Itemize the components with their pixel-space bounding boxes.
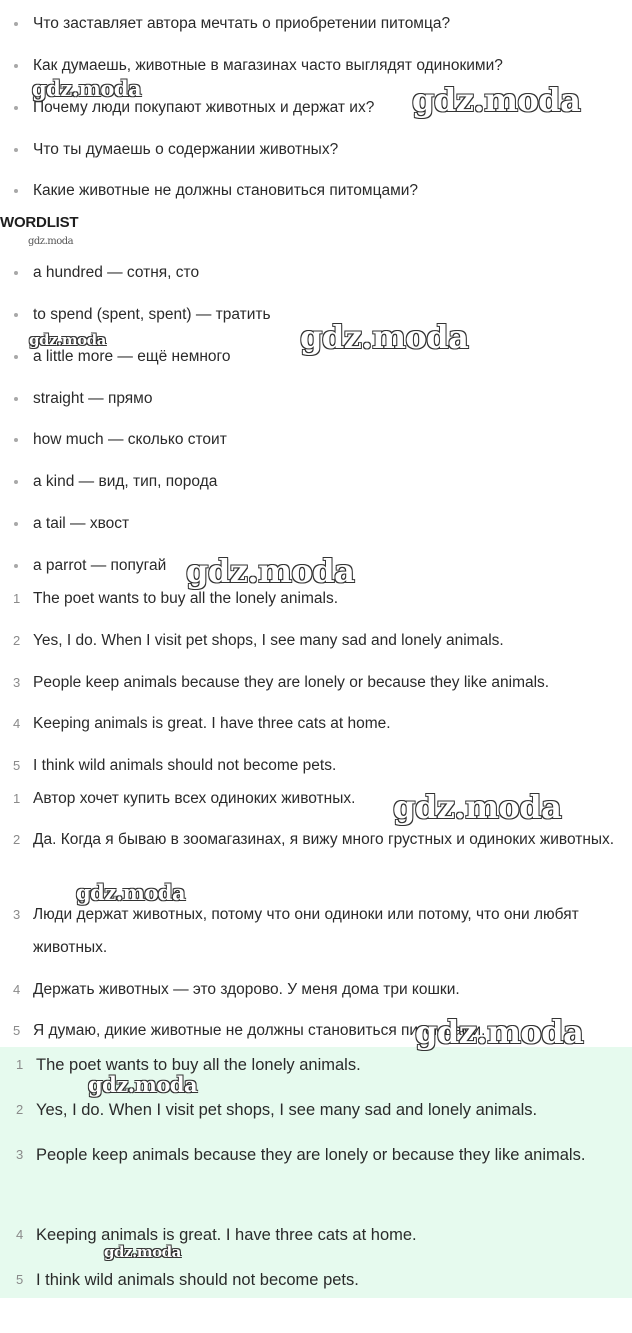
- bullet-icon: [14, 397, 18, 401]
- answer-text: The poet wants to buy all the lonely animals.: [33, 590, 339, 607]
- bullet-icon: [14, 64, 18, 68]
- answer-text: Yes, I do. When I visit pet shops, I see many sad and lonely animals.: [33, 632, 504, 649]
- answer-number: 1: [13, 591, 21, 606]
- watermark: gdz.moda: [76, 880, 186, 905]
- answer-number: 4: [13, 716, 21, 731]
- list-item: [0, 514, 632, 534]
- list-item: [0, 181, 632, 201]
- question-text: Как думаешь, животные в магазинах часто выглядят одинокими?: [33, 57, 503, 74]
- word-entry: to spend (spent, spent) — тратить: [33, 306, 271, 323]
- answer-number: 3: [16, 1147, 24, 1162]
- answer-text: Автор хочет купить всех одиноких животных.: [33, 790, 356, 807]
- word-entry: a tail — хвост: [33, 515, 130, 532]
- list-item: [0, 263, 632, 283]
- watermark: gdz.moda: [300, 318, 469, 356]
- answer-number: 4: [16, 1227, 24, 1242]
- answer-text: I think wild animals should not become pets.: [33, 757, 337, 774]
- list-item: [0, 14, 632, 34]
- answer-text: Yes, I do. When I visit pet shops, I see many sad and lonely animals.: [36, 1101, 538, 1119]
- word-entry: how much — сколько стоит: [33, 431, 227, 448]
- answer-number: 4: [13, 982, 21, 997]
- answer-text: Я думаю, дикие животные не должны становиться питомцами.: [33, 1022, 486, 1039]
- question-text: Что заставляет автора мечтать о приобретении питомца?: [33, 15, 451, 32]
- wordlist-heading: WORDLIST: [0, 214, 79, 231]
- answer-text: Keeping animals is great. I have three cats at home.: [36, 1226, 417, 1244]
- watermark: gdz.moda: [186, 552, 355, 590]
- bullet-icon: [14, 148, 18, 152]
- watermark: gdz.moda: [28, 236, 74, 247]
- answer-text: Keeping animals is great. I have three cats at home.: [33, 715, 391, 732]
- bullet-icon: [14, 106, 18, 110]
- list-item: [0, 389, 632, 409]
- answer-number: 2: [16, 1102, 24, 1117]
- bullet-icon: [14, 564, 18, 568]
- bullet-icon: [14, 438, 18, 442]
- answer-text: The poet wants to buy all the lonely animals.: [36, 1056, 361, 1074]
- watermark: gdz.moda: [29, 331, 106, 349]
- word-entry: a kind — вид, тип, порода: [33, 473, 218, 490]
- list-item: [0, 472, 632, 492]
- bullet-icon: [14, 189, 18, 193]
- bullet-icon: [14, 355, 18, 359]
- watermark: gdz.moda: [104, 1243, 181, 1261]
- answer-text: I think wild animals should not become pets.: [36, 1271, 359, 1289]
- answer-number: 1: [13, 791, 21, 806]
- question-text: Почему люди покупают животных и держат их?: [33, 99, 375, 116]
- bullet-icon: [14, 522, 18, 526]
- answer-text: Да. Когда я бываю в зоомагазинах, я вижу много грустных и одиноких животных.: [33, 831, 615, 848]
- question-text: Что ты думаешь о содержании животных?: [33, 141, 339, 158]
- answer-text: People keep animals because they are lonely or because they like animals.: [33, 674, 550, 691]
- watermark: gdz.moda: [393, 788, 562, 826]
- answer-text: Держать животных — это здорово. У меня дома три кошки.: [33, 981, 460, 998]
- answer-number: 3: [13, 907, 21, 922]
- answer-number: 5: [13, 758, 21, 773]
- word-entry: straight — прямо: [33, 390, 153, 407]
- bullet-icon: [14, 480, 18, 484]
- watermark: gdz.moda: [32, 76, 142, 101]
- answer-number: 1: [16, 1057, 24, 1072]
- list-item: [0, 56, 632, 76]
- watermark: gdz.moda: [412, 81, 581, 119]
- question-text: Какие животные не должны становиться питомцами?: [33, 182, 419, 199]
- watermark: gdz.moda: [415, 1013, 584, 1051]
- answer-number: 2: [13, 633, 21, 648]
- answer-text: Люди держат животных, потому что они одиноки или потому, что они любят животных.: [33, 906, 579, 956]
- bullet-icon: [14, 22, 18, 26]
- list-item: [0, 140, 632, 160]
- bullet-icon: [14, 271, 18, 275]
- word-entry: a hundred — сотня, сто: [33, 264, 200, 281]
- bullet-icon: [14, 313, 18, 317]
- word-entry: a parrot — попугай: [33, 557, 167, 574]
- answer-number: 5: [13, 1023, 21, 1038]
- watermark: gdz.moda: [88, 1072, 198, 1097]
- answer-text: People keep animals because they are lonely or because they like animals.: [36, 1146, 586, 1164]
- word-entry: a little more — ещё немного: [33, 348, 231, 365]
- answer-number: 3: [13, 675, 21, 690]
- list-item: [0, 430, 632, 450]
- answer-number: 2: [13, 832, 21, 847]
- answer-number: 5: [16, 1272, 24, 1287]
